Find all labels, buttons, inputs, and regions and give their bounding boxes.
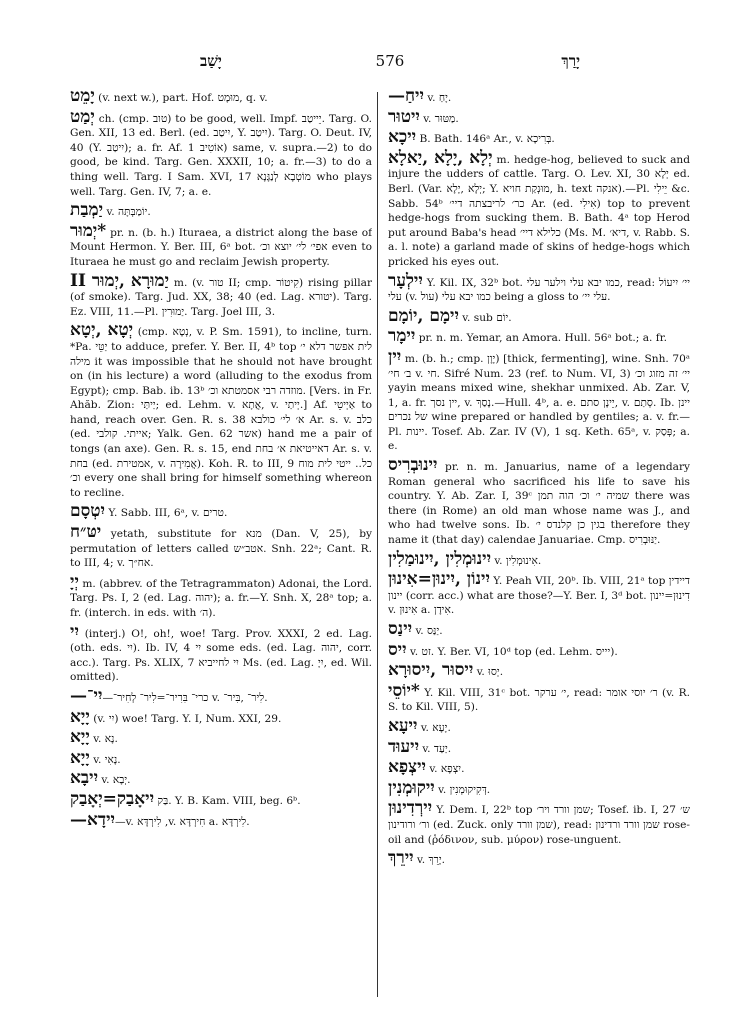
dictionary-entry [388,147,690,270]
entry-definition: m. hedge-hog, believed to suck and injure the udders of cattle. Targ. O. Lev. XI, 30 יְלָא ed. Berl. (Var. יְלָא ,יָלָא; Y. מוּנְקַת חויא, h. text אנקה).—Pl. יֵילִי &c. Sabb. 54ᵇ כר׳ לריבצתה דיי׳ Ar. (ed. אִילִי) top to prevent hedge-hogs from sucking them. B. Bath. 4ᵃ top Herod put around Baba's head כלילא דיי׳ (Ms. M. דיא׳, v. Rabb. S. a. l. note) a garland made of skins of hedge-hogs which pricked his eyes out. [388,153,690,268]
entry-headword: יִיקוּמְנִין [388,777,435,798]
entry-definition: m. (v. טור II; cmp. קִיטוֹר) rising pillar (of smoke). Targ. Jud. XX, 38; 40 (ed. Lag. יטורא). Targ. Ez. VIII, 11.—Pl. יַמוּרִין. Targ. Joel III, 3. [70,276,372,318]
entry-definition: ch. (cmp. טוב) to be good, well. Impf. יֵייטַב. Targ. O. Gen. XII, 13 ed. Berl. (ed. יִיטַב, Y. יִיטַב). Targ. O. Deut. IV, 40 (Y. יִיטַב); a. fr. Af. אוֹטִיב 1) same, v. supra.—2) to do good, be kind. Targ. Gen. XXXII, 10; a. fr.—3) to do a thing well. Targ. I Sam. XVI, 17 מוֹטְבָא לְנַגָּנָא who plays well. Targ. Gen. IV, 7; a. e. [70,112,372,198]
entry-headword: יַמוּרָא ,יְמוּר II [70,270,170,291]
entry-definition: Y. Kil. IX, 32ᵇ bot. כמו יבא עלי וילער עלי, read: יי׳ יִיעוֹל עלי (v. עול) כמו יבא עלי being a gloss to עלי יי׳. [388,276,690,304]
entry-definition: v. דְּקִיקוּמְנִין. [434,783,491,796]
entry-headword: יִיעָא [388,715,418,736]
entry-headword: יִינוֹן ,יִינוּן=אִינוּן [388,569,490,590]
left-column [70,88,372,998]
dictionary-entry [70,270,372,320]
entry-headword: יָמֵט [70,88,95,106]
entry-definition: v. יִצְפָא. [425,763,465,776]
entry-headword: יִידָא— [70,809,116,830]
entry-definition: v. זט. Y. Ber. VI, 10ᵈ top (ed. Lehm. יייס). [406,645,618,658]
entry-definition: v. יְבָא. [98,774,131,787]
entry-definition: pr. n. m. Januarius, name of a legendary Roman general who sacrificed his life to save his country. Y. Ab. Zar. I, 39ᶜ שמיה י׳ וכ׳ הוה תמן there was there (in Rome) an old man whose name was J., and who had twelve sons. Ib. בגין כן קלנדס י׳ therefore they name it (that day) calendae Januariae. Cmp. יַנּוּבְרִיס. [388,461,690,547]
dictionary-entry [388,850,690,868]
entry-headword: יִינוּבְרִיס [388,455,438,476]
right-column [388,88,690,998]
entry-definition: (v. next w.), part. Hof. מוּמָט, q. v. [94,92,268,104]
dictionary-entry [70,220,372,270]
entry-headword: יִימָר [388,326,416,347]
entry-headword: יִיצְפָא [388,757,426,778]
entry-definition: v. יָחַ. [423,92,452,104]
dictionary-entry [388,106,690,127]
entry-headword: יִי [70,621,79,642]
dictionary-entry [388,305,690,326]
page-number: 576 [375,52,405,70]
dictionary-entry [70,571,372,621]
dictionary-entry [388,715,690,736]
entry-headword: יִיכָא [388,127,417,148]
dictionary-entry [70,809,372,830]
entry-definition: —כרי־ בִּרִיר־=לִיר־ לְחִיר־ v. לִיר־ ,בִּיר־. [102,691,268,704]
entry-headword: יִינַס [388,619,413,639]
dictionary-entry [70,685,372,706]
dictionary-entry [70,747,372,768]
dictionary-entry [388,346,690,454]
dictionary-entry [388,662,690,680]
entry-definition: yetath, substitute for מנא (Dan. V, 25), by permutation of letters called אטב״ש. Snh. 22ᵃ; Cant. R. to III, 4; v. אח״ך. [70,528,372,570]
entry-definition: v. יַעַד. [419,742,452,755]
entry-definition: B. Bath. 146ᵃ Ar., v. בְּרִיכָא. [416,133,555,146]
entry-headword: יִילְעָר [388,270,423,291]
dictionary-entry [388,548,690,569]
dictionary-entry [70,322,372,500]
entry-definition: v. sub יוֹם. [458,311,512,324]
dictionary-entry [388,736,690,757]
dictionary-entry [388,680,690,715]
dictionary-entry [388,639,690,660]
dictionary-entry [70,788,372,809]
entry-headword: יְלָא ,יָלָא ,יַאלָא [388,147,493,168]
entry-definition: Y. Dem. I, 22ᵇ top שמן וורד ויר׳; Tosef. ib. I, 27 ש׳ ור׳ ורודינון (ed. Zuck. only שמן וורד), read: שמן וורד ורדינון rose-oil and (ῥόδινον, sub. μύρον) rose-unguent. [388,804,690,846]
dictionary-entry [70,524,372,571]
entry-headword: יְטָא ,יְטָא [70,320,134,341]
entry-definition: v. מַטּוּר. [419,112,459,125]
entry-headword: יִינוּמְלִין ,יִינוּמַלִין [388,548,492,569]
dictionary-entry [388,129,690,147]
dictionary-entry [388,777,690,798]
entry-definition: v. יוֹמַבְּתָּה. [103,206,151,219]
entry-headword: יִירְדִינוּן [388,798,433,819]
entry-headword: יִיאָבַק=יְאָבַק [70,788,155,809]
entry-headword: יִטְסָם [70,501,106,522]
dictionary-entry [70,503,372,521]
right-guide-word: יָרַךְ [561,52,580,70]
dictionary-entry [388,88,690,106]
entry-definition: v. יָעָא. [417,721,451,734]
dictionary-entry [388,328,690,346]
entry-headword: יִימָם ,יוֹמָם [388,305,459,326]
entry-headword: יָיָא [70,706,90,727]
entry-definition: (cmp. נְטָא, v. P. Sm. 1591), to incline, turn. *Pa. יַטֵּי to adduce, prefer. Y. Ber. II, 4ᵇ top לית אפשר דלא י׳ מילה it was impossible that he should not have brought on (in his lecture) a word (alluding to the exodus from Egypt); cmp. Bab. ib. 13ᵇ מוזדה רבי אסמטתא וכ׳. [Vers. in Fr. Ahăb. Zion: יַיתַּי; ed. Lehm. v. אֲתָא, v. יְיתַי.] Af. אַיְיטֵי to hand, reach over. Gen. R. s. 38 א׳ לי׳ כולבא Ar. s. v. כלב (ed. אייתי. קולבי; Yalk. Gen. 62 אשר) hand me a pair of tongs (an axe). Gen. R. s. 15, end דאייטיאת א׳ בחת Ar. s. v. בחת (ed. אמטירת, v. אֲמִירָה). Koh. R. to III, 9 כל.. ייטי לית מוח וכ׳ every one shall bring for himself something whereon to recline. [70,326,372,499]
left-guide-word: יָשַׁב [200,52,222,70]
dictionary-entry [70,202,372,220]
dictionary-entry [388,621,690,639]
entry-headword: יִיס [388,639,407,660]
entry-definition: v. נָאִי. [89,753,121,766]
entry-definition: Y. Kil. VIII, 31ᶜ bot. י׳ ערקר, read: ר׳ יוסי אומר (v. R. S. to Kil. VIII, 5). [388,686,690,714]
entry-definition: v. יְסוּ. [473,666,504,679]
entry-definition: v. יַנַּס. [412,625,443,637]
entry-definition: pr. n. m. Yemar, an Amora. Hull. 56ᵃ bot.; a. fr. [415,332,667,345]
dictionary-entry [70,706,372,727]
entry-definition: בַּק. Y. B. Kam. VIII, beg. 6ᵇ. [154,794,301,807]
entry-definition: v. יָרֵךְ. [413,854,446,867]
dictionary-entry [70,88,372,106]
entry-headword: יָיָא [70,747,90,768]
page-header [70,52,710,76]
entry-definition: m. (b. h.; cmp. יָוָן) [thick, fermenting], wine. Snh. 70ᵃ ב׳ חי׳ v. חי. Sifré Num. 23 (ref. to Num. VI, 3) יי׳ זה מזוג וכ׳ yayin means mixed wine, shekhar unmixed. Ab. Zar. V, 1, a. fr. יין נסך, v. נָסַךְ.—Hull. 4ᵇ, a. e. יֵינָן סתם, v. סְתַם. Ib. יינן של נכרים wine prepared or handled by gentiles; a. v. fr.—Pl. יינות. Tosef. Ab. Zar. IV (V), 1 sq. Keth. 65ᵃ, v. פְּסַק; a. e. [388,352,690,453]
dictionary-entry [70,729,372,747]
entry-headword: יִירֵךְ [388,848,414,869]
entry-headword: *יוֹסֵי [388,680,420,701]
entry-headword: יִיעוּד [388,736,420,757]
dictionary-entry [388,457,690,548]
entry-definition: m. (abbrev. of the Tetragrammaton) Adonai, the Lord. Targ. Ps. I, 2 (ed. Lag. יהוה); a. fr.—Y. Snh. X, 28ᵃ top; a. fr. (interch. in eds. with ה׳). [70,577,372,619]
entry-headword: יִיסוּר ,יִיסוּרָא [388,660,474,681]
entry-definition: v. נָא. [89,733,118,746]
entry-headword: יִיחַ— [388,88,424,106]
entry-headword: יִי־— [70,685,103,706]
dictionary-entry [388,800,690,847]
entry-definition: (v. יִי) woe! Targ. Y. I, Num. XXI, 29. [89,712,282,725]
dictionary-entry [70,106,372,200]
entry-definition: pr. n. (b. h.) Ituraea, a district along the base of Mount Hermon. Y. Ber. III, 6ᵃ bot. אפי׳ לי׳ יוצא וכ׳ even to Ituraea he must go and reclaim Jewish property. [70,226,372,268]
entry-headword: יִיטוּר [388,106,420,127]
entry-headword: יַמְבַת [70,200,104,221]
dictionary-entry [70,770,372,788]
entry-headword: יְמַט [70,106,95,127]
entry-headword: יִיבָא [70,768,99,789]
entry-definition: v. אִינוּמְלִין. [491,554,542,567]
entry-definition: Y. Peah VII, 20ᵇ. Ib. VIII, 21ᵃ top דיידין יינון (corr. acc.) what are those?—Y. Ber. I, 3ᵈ bot. דִינוּן=יינון v. אִינוּן a. אִידָן. [388,575,690,617]
dictionary-entry [388,759,690,777]
dictionary-entry [388,571,690,618]
entry-definition: (interj.) O!, oh!, woe! Targ. Prov. XXXI, 2 ed. Lag. (oth. eds. יִי). Ib. IV, 4 יִי some eds. (ed. Lag. יהוה, corr. acc.). Targ. Ps. XLIX, 7 יִי לחייביא Ms. (ed. Lag. יִיָ, ed. Wil. omitted). [70,627,372,684]
dictionary-entry [388,270,690,305]
entry-headword: *יְמוּר [70,220,107,241]
entry-headword: יטּ״ח [70,522,102,543]
entry-headword: יָיָא [70,727,90,748]
entry-headword: יִין [388,346,402,367]
entry-headword: יְיָ [70,571,79,592]
column-divider [377,92,378,997]
entry-definition: —v. לִירְדָּא ,v. חִירְדָּא a. לִירְדָּא. [115,815,250,828]
entry-definition: Y. Sabb. III, 6ᵃ, v. טרים. [105,507,228,520]
dictionary-entry [70,621,372,685]
